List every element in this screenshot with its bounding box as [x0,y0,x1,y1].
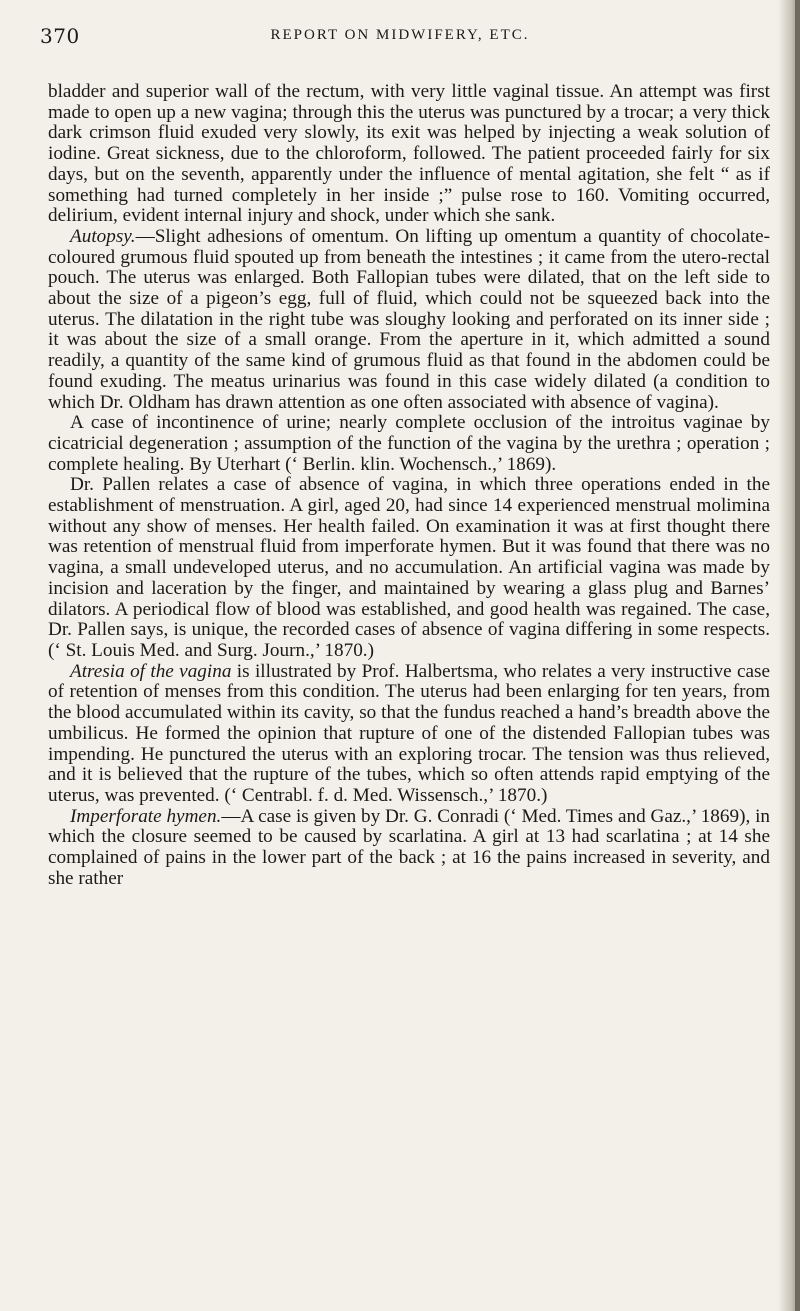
page-number: 370 [40,24,80,48]
paragraph-imperforate [48,807,770,890]
page-edge [795,0,800,1311]
running-head: REPORT ON MIDWIFERY, ETC. [270,27,530,43]
paragraph-text: —A case is given by Dr. G. Conradi (‘ Med. Times and Gaz.,’ 1869), in which the closure seemed to be caused by scarlatina. A girl at 13 had scarlatina ; at 14 she complained of pains in the lower part of the back ; at 16 the pains increased in severity, and she rather [48,805,771,889]
paragraph-text: Dr. Pallen relates a case of absence of vagina, in which three operations ended in the establishment of menstruation. A girl, aged 20, had since 14 experienced menstrual molimina without any show of menses. Her health failed. On examination it was at first thought there was retention of menstrual fluid from imperforate hymen. But it was found that there was no vagina, a small undeveloped uterus, and no accumulation. An artificial vagina was made by incision and laceration by the finger, and maintained by wearing a glass plug and Barnes’ dilators. A periodical flow of blood was established, and good health was regained. The case, Dr. Pallen says, is unique, the recorded cases of absence of vagina differing in some respects. (‘ St. Louis Med. and Surg. Journ.,’ 1870.) [48,474,770,661]
section-heading: Autopsy. [70,225,136,247]
paragraph-atresia [48,662,770,807]
paragraph-pallen [48,475,770,661]
section-heading: Atresia of the vagina [70,660,232,682]
paragraph-continuation [48,82,770,227]
paragraph-incontinence [48,413,770,475]
section-heading: Imperforate hymen. [70,805,222,827]
page-header [40,24,760,54]
paragraph-text: A case of incontinence of urine; nearly complete occlusion of the introitus vaginae by cicatricial degeneration ; assumption of the function of the vagina by the urethra ; operation ; complete healing. By Uterhart (‘ Berlin. klin. Wochensch.,’ 1869). [48,412,770,475]
paragraph-autopsy [48,227,770,413]
paragraph-text: bladder and superior wall of the rectum, with very little vaginal tissue. An attempt was first made to open up a new vagina; through this the uterus was punctured by a trocar; a very thick dark crimson fluid exuded very slowly, its exit was helped by injecting a weak solution of iodine. Great sickness, due to the chloroform, followed. The patient proceeded fairly for six days, but on the seventh, apparently under the influence of mental agitation, she felt “ as if something had turned completely in her inside ;” pulse rose to 160. Vomiting occurred, delirium, evident internal injury and shock, under which she sank. [48,81,770,227]
body-text [48,82,770,889]
paragraph-text: —Slight adhesions of omentum. On lifting up omentum a quantity of chocolate-coloured grumous fluid spouted up from beneath the intestines ; it came from the utero-rectal pouch. The uterus was enlarged. Both Fallopian tubes were dilated, that on the left side to about the size of a pigeon’s egg, full of fluid, which could not be squeezed back into the uterus. The dilatation in the right tube was sloughy looking and perforated on its inner side ; it was about the size of a small orange. From the aperture in it, which admitted a sound readily, a quantity of the same kind of grumous fluid as that found in the abdomen could be found exuding. The meatus urinarius was found in this case widely dilated (a condition to which Dr. Oldham has drawn attention as one often associated with absence of vagina). [48,225,770,413]
paragraph-text: is illustrated by Prof. Halbertsma, who relates a very instructive case of retention of menses from this condition. The uterus had been enlarging for ten years, from the blood accumulated within its cavity, so that the fundus reached a hand’s breadth above the umbilicus. He formed the opinion that rupture of one of the distended Fallopian tubes was impending. He punctured the uterus with an exploring trocar. The tension was thus relieved, and it is believed that the rupture of the tubes, which so often attends rapid emptying of the uterus, was prevented. (‘ Centrabl. f. d. Med. Wissensch.,’ 1870.) [48,660,771,806]
